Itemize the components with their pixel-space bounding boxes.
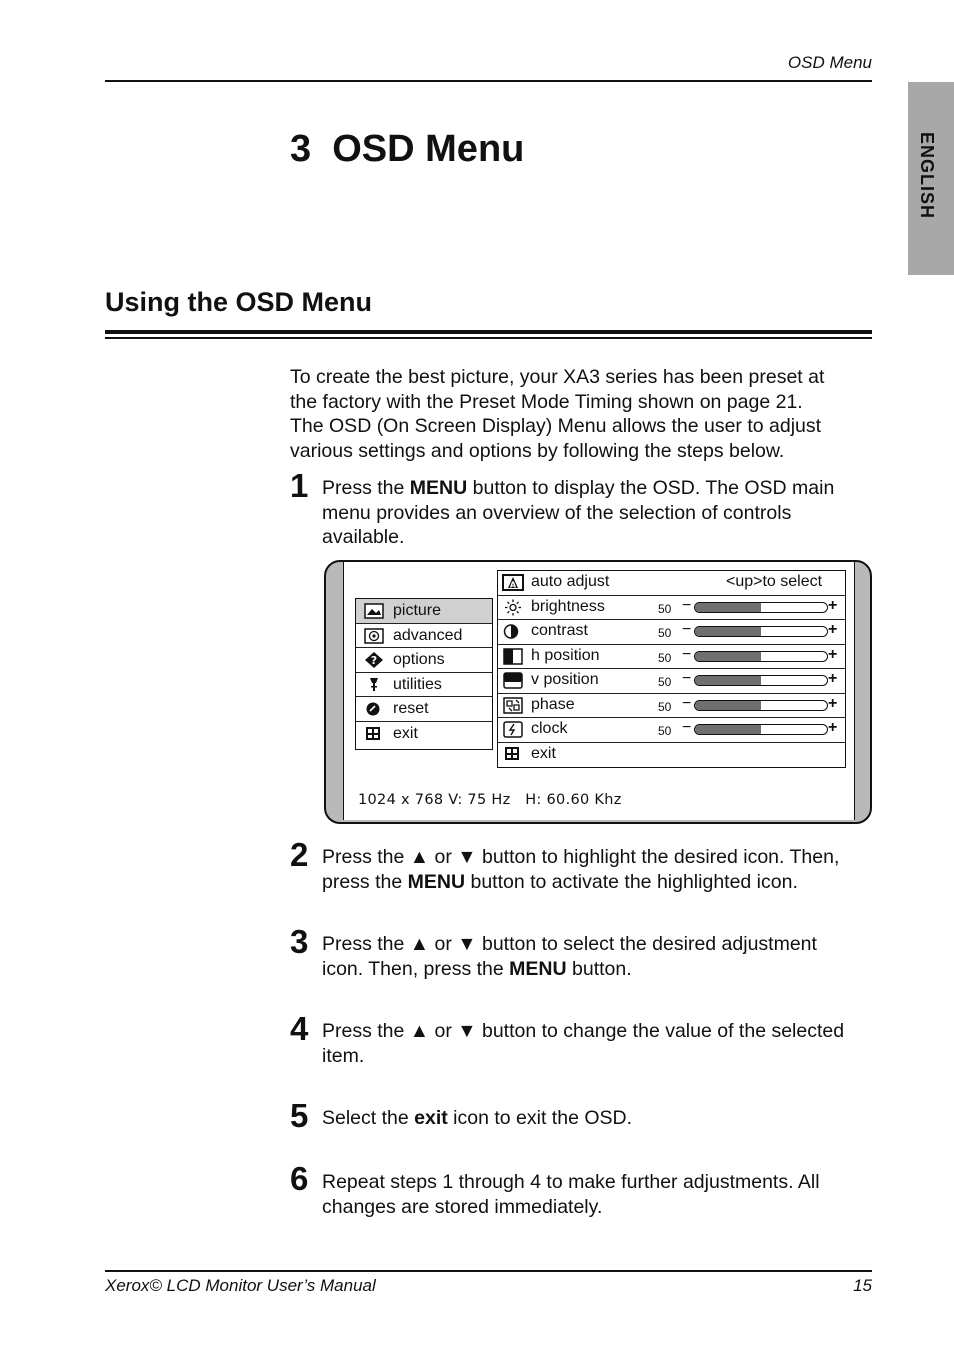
- select-hint: <up>to select: [726, 573, 823, 590]
- slider-value: 50: [658, 675, 672, 689]
- decrease-icon[interactable]: −: [682, 670, 692, 687]
- step-text: Repeat steps 1 through 4 to make further adjustments. All changes are stored immediately.: [322, 1171, 820, 1218]
- increase-icon[interactable]: +: [828, 621, 838, 638]
- osd-menu-item-exit[interactable]: exit: [356, 722, 492, 747]
- increase-icon[interactable]: +: [828, 719, 838, 736]
- slider-value: 50: [658, 626, 672, 640]
- osd-menu-item-reset[interactable]: reset: [356, 697, 492, 722]
- slider-value: 50: [658, 601, 672, 616]
- menu-keyword: MENU: [409, 477, 468, 499]
- picture-icon: [364, 603, 384, 619]
- osd-row-clock[interactable]: clock 50 − +: [498, 718, 845, 743]
- increase-icon[interactable]: +: [828, 670, 838, 687]
- contrast-icon: [502, 623, 524, 640]
- slider-value: 50: [658, 650, 672, 665]
- svg-text:A: A: [509, 580, 517, 590]
- osd-submenu: [497, 570, 846, 768]
- clock-icon: [502, 721, 524, 738]
- decrease-icon[interactable]: −: [682, 694, 692, 712]
- brightness-slider[interactable]: [694, 602, 828, 613]
- osd-menu-item-picture[interactable]: picture: [356, 599, 492, 624]
- step-text: Press the MENU button to display the OSD. The OSD main menu provides an overview of the selection of controls available.: [322, 477, 835, 548]
- language-tab: [908, 82, 954, 275]
- h-position-icon: [502, 648, 524, 665]
- exit-icon: [364, 726, 384, 742]
- slider-fill: [695, 701, 761, 710]
- step-number: 4: [290, 1010, 309, 1047]
- utilities-icon: [364, 677, 384, 693]
- step-number: 5: [290, 1097, 309, 1134]
- osd-row-h-position[interactable]: h position 50 − +: [498, 645, 845, 670]
- menu-keyword: MENU: [509, 957, 567, 980]
- step-text: Press the ▲ or ▼ button to change the value of the selected item.: [322, 1020, 845, 1067]
- osd-row-phase[interactable]: phase 50 − +: [498, 694, 845, 719]
- brightness-icon: [502, 599, 524, 616]
- decrease-icon[interactable]: −: [682, 596, 692, 614]
- decrease-icon[interactable]: −: [682, 645, 692, 663]
- osd-main-menu: [355, 598, 493, 750]
- header-rule: [105, 80, 872, 82]
- step-number: 3: [290, 923, 309, 960]
- section-rule-thick: [105, 330, 872, 334]
- increase-icon[interactable]: +: [828, 645, 838, 663]
- intro-paragraph: [290, 365, 824, 463]
- page-number: 15: [853, 1276, 872, 1295]
- osd-menu-item-utilities[interactable]: utilities: [356, 673, 492, 698]
- intro-line: To create the best picture, your XA3 series has been preset at: [290, 366, 825, 388]
- slider-value: 50: [658, 724, 672, 738]
- slider-fill: [695, 652, 761, 661]
- osd-row-exit[interactable]: exit: [498, 743, 845, 768]
- osd-row-v-position[interactable]: v position 50 − +: [498, 669, 845, 694]
- osd-row-contrast[interactable]: contrast 50 − +: [498, 620, 845, 645]
- exit-keyword: exit: [414, 1107, 448, 1129]
- slider-fill: [695, 627, 761, 636]
- slider-value: 50: [658, 699, 672, 714]
- footer-rule: [105, 1270, 872, 1272]
- step-number: 6: [290, 1160, 309, 1197]
- running-header: OSD Menu: [787, 53, 872, 72]
- slider-fill: [695, 676, 761, 685]
- chapter-title: 3 OSD Menu: [290, 128, 525, 170]
- step-text: Press the ▲ or ▼ button to select the desired adjustment icon. Then, press the MENU button.: [322, 933, 817, 980]
- v-position-slider[interactable]: [694, 675, 828, 686]
- step-number: 1: [290, 467, 309, 504]
- step-text: Select the exit icon to exit the OSD.: [322, 1107, 633, 1129]
- contrast-slider[interactable]: [694, 626, 828, 637]
- footer-manual-title: Xerox© LCD Monitor User’s Manual: [105, 1276, 376, 1295]
- phase-icon: [502, 697, 524, 714]
- options-icon: [364, 652, 384, 668]
- exit-icon: [502, 746, 524, 763]
- osd-row-brightness[interactable]: brightness 50 − +: [498, 596, 845, 621]
- slider-fill: [695, 725, 761, 734]
- intro-line: various settings and options by following the steps below.: [290, 439, 785, 462]
- section-rule-thin: [105, 337, 872, 339]
- slider-fill: [695, 603, 761, 612]
- osd-resolution-status: 1024 x 768 V: 75 Hz H: 60.60 Khz: [358, 792, 622, 808]
- intro-line: The OSD (On Screen Display) Menu allows the user to adjust: [290, 415, 822, 437]
- decrease-icon[interactable]: −: [682, 621, 692, 638]
- svg-text:?: ?: [370, 654, 378, 668]
- step-number: 2: [290, 836, 309, 873]
- language-tab-label: ENGLISH: [917, 132, 937, 220]
- menu-keyword: MENU: [407, 870, 466, 893]
- v-position-icon: [502, 672, 524, 689]
- osd-menu-item-options[interactable]: ? options: [356, 648, 492, 673]
- clock-slider[interactable]: [694, 724, 828, 735]
- increase-icon[interactable]: +: [828, 694, 838, 712]
- phase-slider[interactable]: [694, 700, 828, 711]
- step-text: Press the ▲ or ▼ button to highlight the desired icon. Then, press the MENU button to activate the highlighted icon.: [322, 846, 840, 893]
- increase-icon[interactable]: +: [828, 596, 838, 614]
- reset-icon: [364, 701, 384, 717]
- decrease-icon[interactable]: −: [682, 719, 692, 736]
- auto-adjust-icon: [502, 574, 524, 591]
- osd-menu-item-advanced[interactable]: advanced: [356, 624, 492, 649]
- h-position-slider[interactable]: [694, 651, 828, 662]
- advanced-icon: [364, 628, 384, 644]
- section-title: Using the OSD Menu: [105, 287, 373, 317]
- intro-line: the factory with the Preset Mode Timing shown on page 21.: [290, 390, 803, 413]
- osd-row-auto-adjust[interactable]: A auto adjust <up>to select: [498, 571, 845, 596]
